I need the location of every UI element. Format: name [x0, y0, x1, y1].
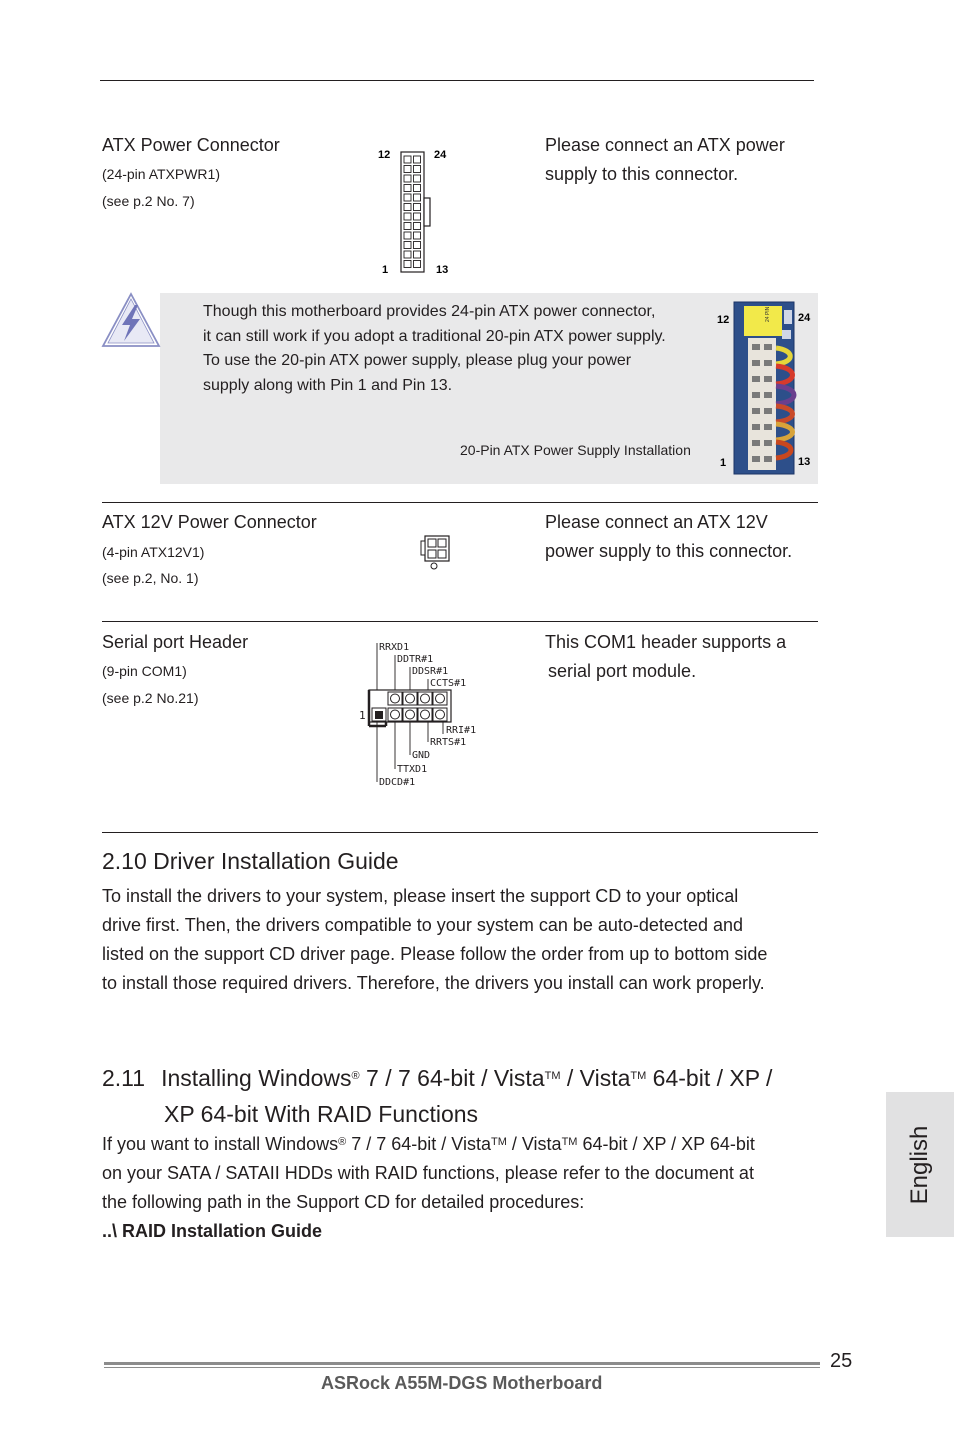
serial-sub2: (see p.2 No.21) — [102, 690, 199, 706]
atx12v-desc: Please connect an ATX 12V power supply to this connector. — [545, 512, 793, 561]
label-ddtr1: DDTR#1 — [397, 654, 434, 665]
page-number: 25 — [830, 1350, 853, 1372]
serial-desc: This COM1 header supports a serial port module. — [545, 632, 787, 681]
atx12v-sub1: (4-pin ATX12V1) — [102, 544, 205, 560]
section-211-heading: 2.11 Installing Windows® 7 / 7 64-bit / Vista™ / Vista™ 64-bit / XP / XP 64-bit With RAID Functions — [102, 1065, 773, 1127]
warning-icon — [100, 291, 162, 351]
footer-bar — [104, 1362, 820, 1365]
atx-power-title: ATX Power Connector — [102, 135, 280, 155]
label-rrxd1: RRXD1 — [379, 642, 410, 653]
label-ddsr1: DDSR#1 — [412, 666, 449, 677]
atx12v-sub2: (see p.2, No. 1) — [102, 570, 199, 586]
serial-title: Serial port Header — [102, 632, 249, 652]
pin-label-13: 13 — [436, 264, 449, 276]
com1-header-diagram — [355, 638, 490, 792]
pin1-label: 1 — [359, 709, 366, 722]
atx12v-title: ATX 12V Power Connector — [102, 512, 317, 532]
note-text: Though this motherboard provides 24-pin ATX power connector, it can still work if you adopt a traditional 20-pin ATX power supply. To use the 20-pin ATX power supply, please plug your power supply along with Pin 1 and Pin 13. — [203, 303, 666, 394]
divider-section-210 — [102, 832, 818, 833]
pin-label-12: 12 — [378, 149, 391, 161]
label-rri: RRI#1 — [446, 725, 477, 736]
note-caption: 20-Pin ATX Power Supply Installation — [460, 442, 691, 458]
divider-atx12v — [102, 502, 818, 503]
top-rule — [100, 80, 814, 81]
pin-label-1: 1 — [382, 264, 389, 276]
atx-20pin-photo — [714, 300, 814, 478]
label-ddcd1: DDCD#1 — [379, 777, 416, 788]
photo-pin-13: 13 — [798, 456, 811, 468]
photo-pin-1: 1 — [720, 457, 727, 469]
pin-label-24: 24 — [434, 149, 447, 161]
atx-power-sub1: (24-pin ATXPWR1) — [102, 166, 220, 182]
photo-pin-12: 12 — [717, 314, 730, 326]
language-tab: English — [886, 1092, 954, 1237]
divider-serial — [102, 621, 818, 622]
label-ccts1: CCTS#1 — [430, 678, 467, 689]
footer-line — [104, 1367, 820, 1368]
label-ttxd1: TTXD1 — [397, 764, 428, 775]
photo-pin-24: 24 — [798, 312, 811, 324]
serial-sub1: (9-pin COM1) — [102, 663, 187, 679]
section-210-body: To install the drivers to your system, please insert the support CD to your optical drive first. Then, the drivers compatible to your system can be auto-detected and listed on the support CD driver page. Please follow the order from up to bottom side to install those required drivers. Therefore, the drivers you install can work properly. — [102, 886, 768, 993]
section-210-heading: 2.10 Driver Installation Guide — [102, 848, 399, 874]
label-rrts1: RRTS#1 — [430, 737, 467, 748]
atx-power-desc: Please connect an ATX power supply to this connector. — [545, 135, 785, 184]
label-gnd: GND — [412, 750, 431, 761]
atx-power-sub2: (see p.2 No. 7) — [102, 193, 195, 209]
atx-24pin-diagram — [370, 140, 465, 280]
footer-text: ASRock A55M-DGS Motherboard — [321, 1373, 603, 1393]
svg-text:24 PIN: 24 PIN — [765, 306, 771, 322]
atx12v-4pin-diagram — [418, 533, 454, 573]
section-211-body: If you want to install Windows® 7 / 7 64-bit / Vista™ / Vista™ 64-bit / XP / XP 64-bit on your SATA / SATAII HDDs with RAID functions, please refer to the document at the following path in the Support CD for detailed procedures: ..\ RAID Installation Guide — [102, 1134, 755, 1241]
